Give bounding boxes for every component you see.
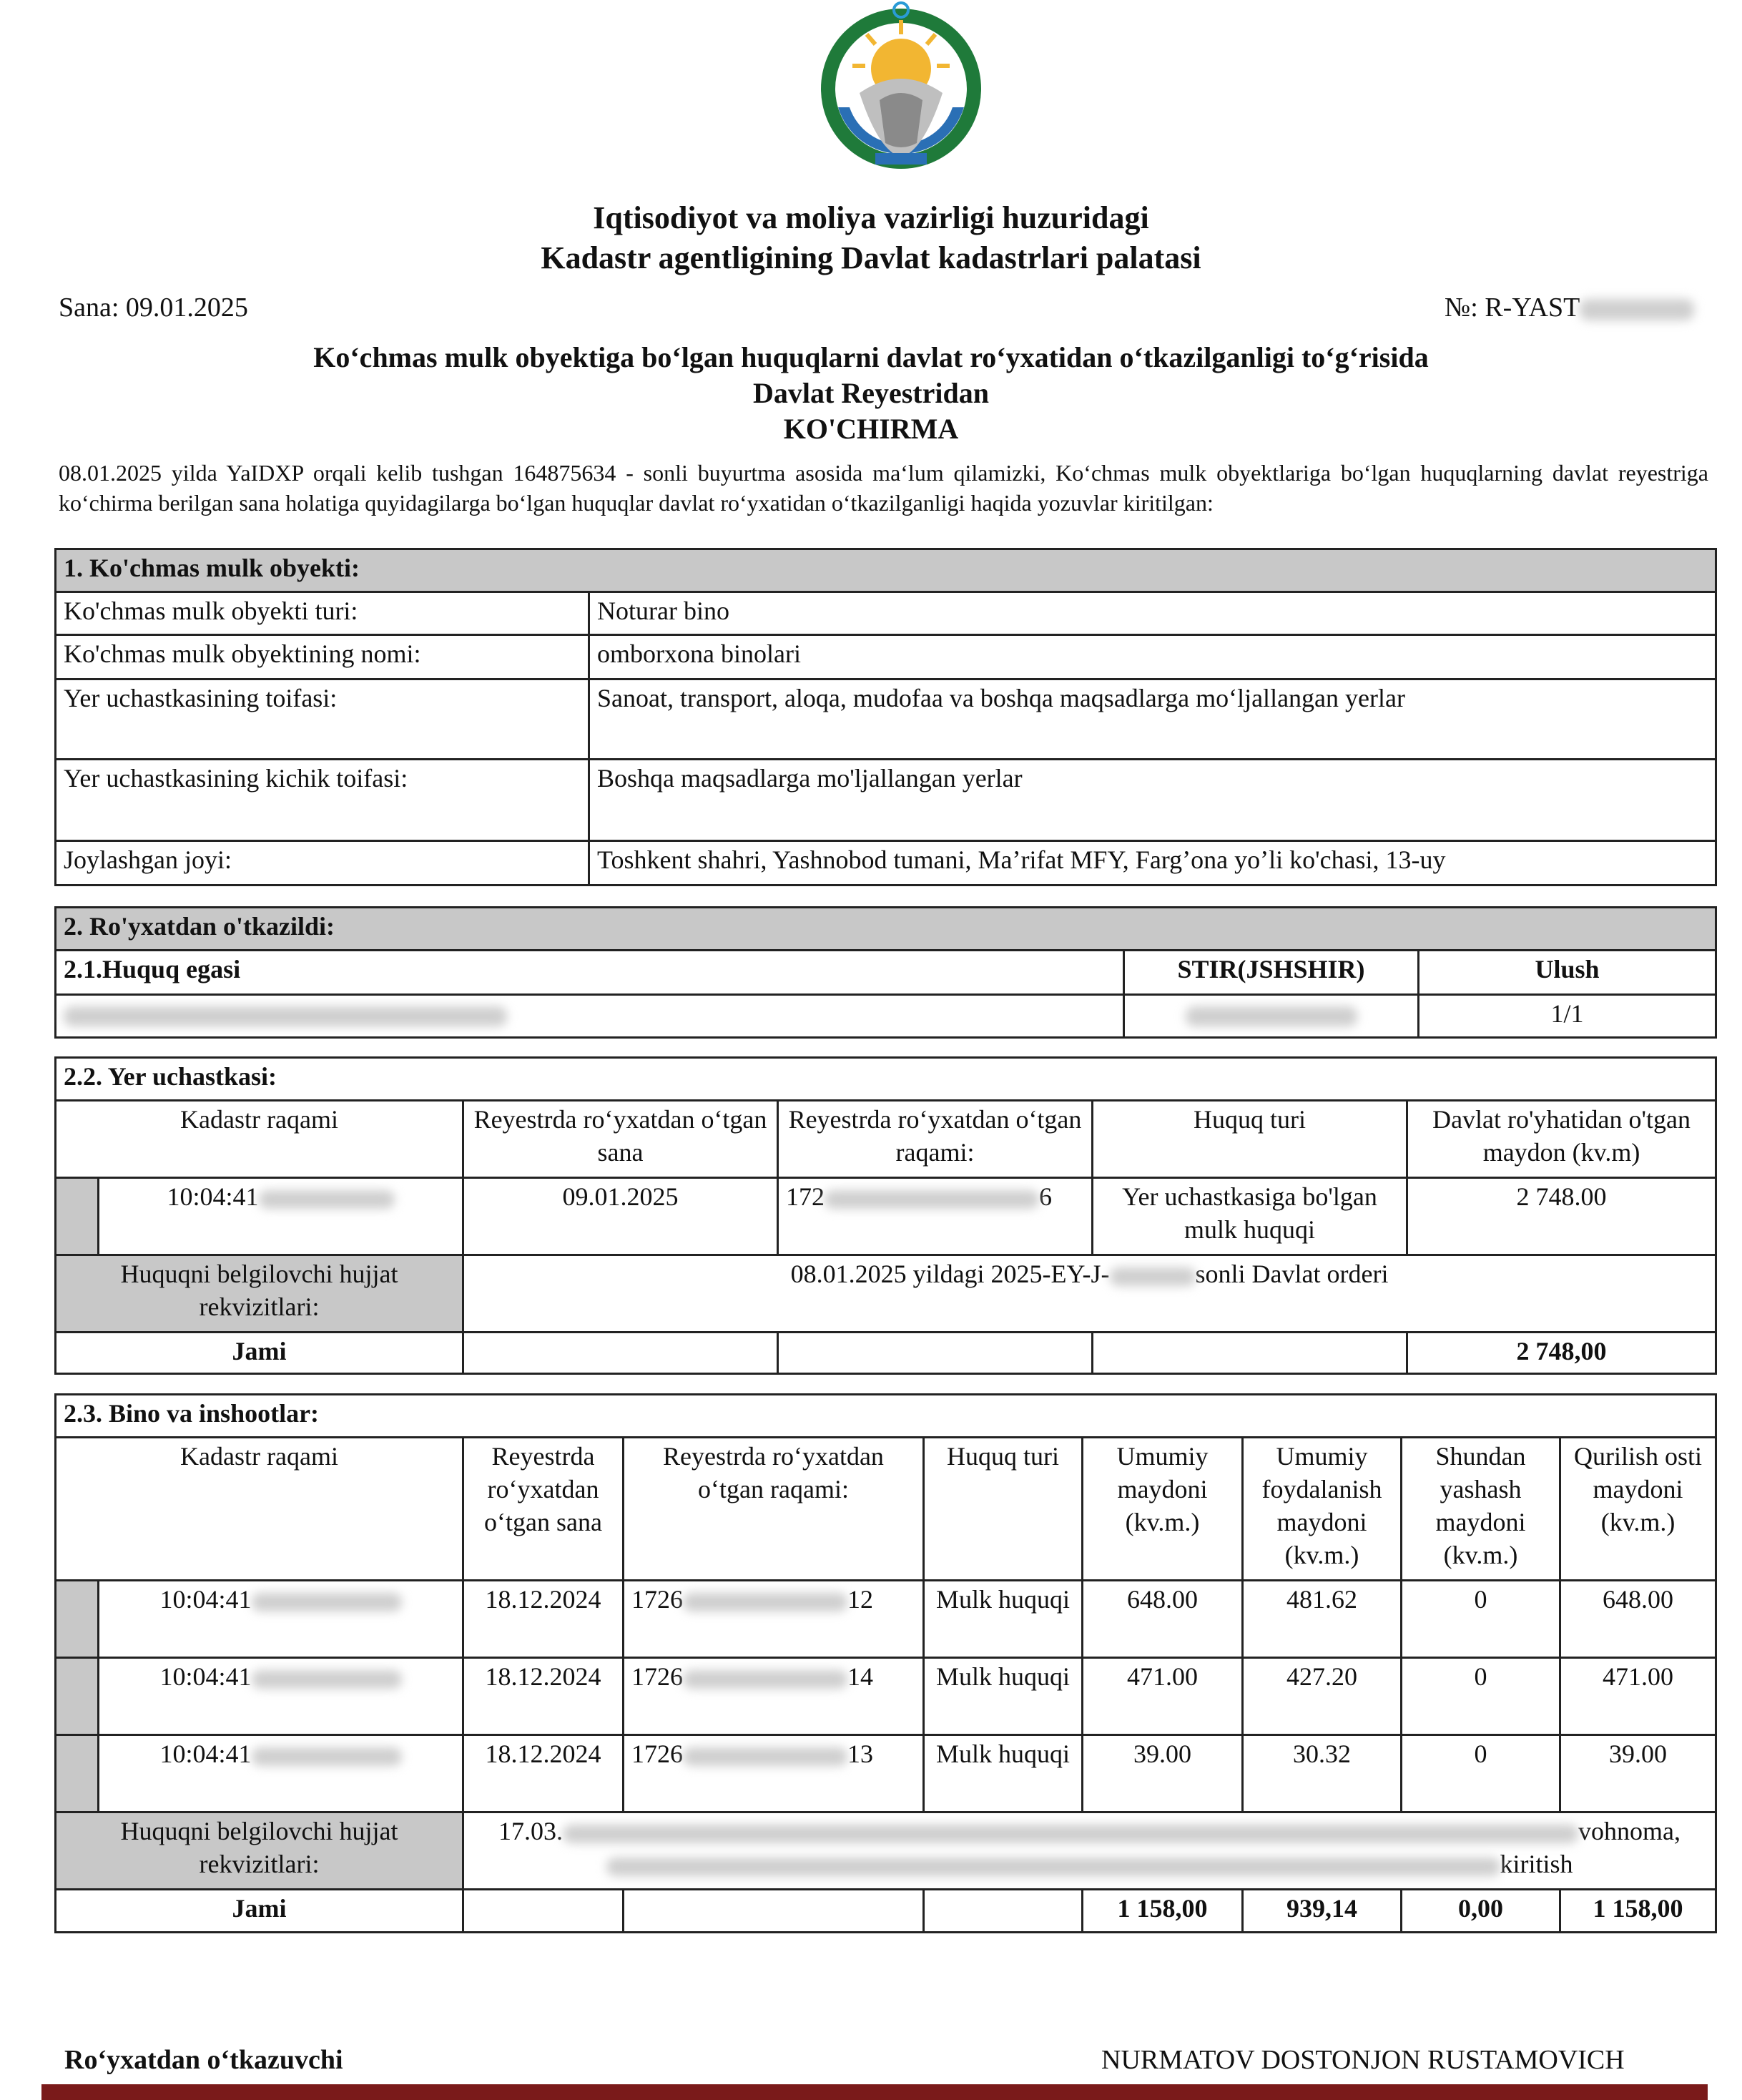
row-label: Ko'chmas mulk obyektining nomi:	[56, 635, 589, 679]
col-reg-number: Reyestrda roʻyxatdan oʻtgan raqami:	[624, 1438, 924, 1581]
empty-cell	[1093, 1333, 1407, 1374]
empty-cell	[924, 1890, 1083, 1933]
redacted-block	[683, 1670, 847, 1689]
reg-number-suffix: 13	[847, 1740, 873, 1768]
state-emblem-icon	[810, 0, 993, 177]
footer-bar	[41, 2084, 1708, 2100]
living-area-value: 0	[1402, 1581, 1560, 1658]
living-area-value: 0	[1402, 1735, 1560, 1812]
kadastr-cell	[99, 1735, 463, 1812]
redacted-block	[1186, 1006, 1357, 1026]
col-common-area: Umumiy foydalanish maydoni (kv.m.)	[1243, 1438, 1402, 1581]
share-value: 1/1	[1419, 995, 1716, 1038]
table-row	[56, 1581, 1716, 1658]
doc-value-cell	[463, 1255, 1716, 1333]
owner-name-cell	[56, 995, 1124, 1038]
section-1-heading-row	[56, 549, 1716, 592]
kadastr-value: 10:04:41	[159, 1740, 252, 1768]
section-22-heading-row	[56, 1058, 1716, 1101]
stir-cell	[1124, 995, 1419, 1038]
col-right-type: Huquq turi	[924, 1438, 1083, 1581]
redacted-block	[1110, 1267, 1196, 1286]
redacted-block	[252, 1747, 402, 1766]
redacted-block	[563, 1825, 1578, 1843]
kadastr-cell	[99, 1658, 463, 1735]
col-kadastr: Kadastr raqami	[56, 1438, 463, 1581]
empty-cell	[463, 1890, 624, 1933]
doc-label: Huquqni belgilovchi hujjat rekvizitlari:	[56, 1812, 463, 1890]
col-total-area: Umumiy maydoni (kv.m.)	[1083, 1438, 1243, 1581]
common-area-sum: 939,14	[1243, 1890, 1402, 1933]
document-title-line-3: KO'CHIRMA	[783, 413, 959, 445]
row-marker	[56, 1178, 99, 1255]
row-marker	[56, 1658, 99, 1735]
table-row	[56, 635, 1716, 679]
doc-line-2-suffix: kiritish	[1500, 1850, 1573, 1878]
common-area-value: 30.32	[1243, 1735, 1402, 1812]
redacted-block	[825, 1190, 1039, 1209]
reg-number-prefix: 172	[786, 1182, 825, 1211]
reg-date-value: 18.12.2024	[463, 1658, 624, 1735]
owner-header-row	[56, 951, 1716, 995]
footprint-area-value: 39.00	[1560, 1735, 1716, 1812]
reg-number-cell	[624, 1581, 924, 1658]
reg-number-suffix: 14	[847, 1662, 873, 1691]
table-row	[56, 841, 1716, 885]
common-area-value: 427.20	[1243, 1658, 1402, 1735]
col-reg-date: Reyestrda roʻyxatdan oʻtgan sana	[463, 1438, 624, 1581]
document-title-line-1: Koʻchmas mulk obyektiga boʻlgan huquqlarni davlat roʻyxatidan oʻtkazilganligi toʻgʻrisida	[313, 341, 1429, 373]
row-value: Boshqa maqsadlarga mo'ljallangan yerlar	[589, 760, 1716, 841]
owner-head: 2.1.Huquq egasi	[56, 951, 1124, 995]
kadastr-cell	[99, 1581, 463, 1658]
document-title-line-2: Davlat Reyestridan	[753, 377, 989, 409]
document-row	[56, 1812, 1716, 1890]
reg-number-prefix: 1726	[631, 1585, 683, 1614]
section-1-heading: 1. Ko'chmas mulk obyekti:	[56, 549, 1716, 592]
registration-number-text: №: R-YAST	[1445, 293, 1580, 323]
col-footprint-area: Qurilish osti maydoni (kv.m.)	[1560, 1438, 1716, 1581]
footprint-area-sum: 1 158,00	[1560, 1890, 1716, 1933]
document-row	[56, 1255, 1716, 1333]
reg-date-value: 18.12.2024	[463, 1581, 624, 1658]
row-value: Noturar bino	[589, 592, 1716, 635]
stir-head: STIR(JSHSHIR)	[1124, 951, 1419, 995]
buildings-table	[54, 1393, 1717, 1933]
reg-date-value: 18.12.2024	[463, 1735, 624, 1812]
row-label: Joylashgan joyi:	[56, 841, 589, 885]
empty-cell	[778, 1333, 1093, 1374]
redacted-block	[683, 1593, 847, 1611]
organization-title	[0, 198, 1742, 278]
redacted-block	[252, 1593, 402, 1611]
doc-line-1	[471, 1815, 1708, 1848]
section-2-heading: 2. Ro'yxatdan o'tkazildi:	[56, 908, 1716, 951]
section-23-heading: 2.3. Bino va inshootlar:	[56, 1395, 1716, 1438]
total-label: Jami	[56, 1890, 463, 1933]
doc-line-1-prefix: 17.03.	[498, 1817, 564, 1845]
reg-number-prefix: 1726	[631, 1662, 683, 1691]
doc-line-2	[471, 1848, 1708, 1880]
footprint-area-value: 471.00	[1560, 1658, 1716, 1735]
doc-prefix: 08.01.2025 yildagi 2025-EY-J-	[790, 1260, 1110, 1288]
intro-paragraph: 08.01.2025 yilda YaIDXP orqali kelib tushgan 164875634 - sonli buyurtma asosida maʻlum qilamizki, Koʻchmas mulk obyektlariga boʻlgan huquqlarning davlat reyestriga koʻchirma berilgan sana holatiga quyidagilarga boʻlgan huquqlar davlat roʻyxatidan oʻtkazilganligi haqida yozuvlar kiritilgan:	[59, 460, 1708, 516]
empty-cell	[463, 1333, 778, 1374]
organization-line-2: Kadastr agentligining Davlat kadastrlari palatasi	[541, 240, 1201, 275]
living-area-value: 0	[1402, 1658, 1560, 1735]
total-row	[56, 1890, 1716, 1933]
redacted-block	[252, 1670, 402, 1689]
col-kadastr: Kadastr raqami	[56, 1101, 463, 1178]
reg-number-cell	[624, 1658, 924, 1735]
total-area-value: 648.00	[1083, 1581, 1243, 1658]
row-label: Ko'chmas mulk obyekti turi:	[56, 592, 589, 635]
total-area-value: 39.00	[1083, 1735, 1243, 1812]
buildings-header-row	[56, 1438, 1716, 1581]
right-type-value: Yer uchastkasiga bo'lgan mulk huquqi	[1093, 1178, 1407, 1255]
section-23-heading-row	[56, 1395, 1716, 1438]
section-2-heading-row	[56, 908, 1716, 951]
document-date: Sana: 09.01.2025	[59, 293, 248, 323]
reg-number-suffix: 6	[1039, 1182, 1052, 1211]
kadastr-cell	[99, 1178, 463, 1255]
row-value: omborxona binolari	[589, 635, 1716, 679]
document-title	[0, 340, 1742, 447]
reg-number-cell	[778, 1178, 1093, 1255]
kadastr-value: 10:04:41	[159, 1585, 252, 1614]
footprint-area-value: 648.00	[1560, 1581, 1716, 1658]
owner-row	[56, 995, 1716, 1038]
living-area-sum: 0,00	[1402, 1890, 1560, 1933]
reg-date-value: 09.01.2025	[463, 1178, 778, 1255]
right-type-value: Mulk huquqi	[924, 1581, 1083, 1658]
row-value: Sanoat, transport, aloqa, mudofaa va boshqa maqsadlarga moʻljallangan yerlar	[589, 679, 1716, 760]
total-row	[56, 1333, 1716, 1374]
table-row	[56, 679, 1716, 760]
col-living-area: Shundan yashash maydoni (kv.m.)	[1402, 1438, 1560, 1581]
land-header-row	[56, 1101, 1716, 1178]
table-row	[56, 760, 1716, 841]
kadastr-value: 10:04:41	[159, 1662, 252, 1691]
redacted-block	[606, 1858, 1500, 1876]
col-reg-number: Reyestrda roʻyxatdan oʻtgan raqami:	[778, 1101, 1093, 1178]
redacted-block	[683, 1747, 847, 1766]
doc-label: Huquqni belgilovchi hujjat rekvizitlari:	[56, 1255, 463, 1333]
share-head: Ulush	[1419, 951, 1716, 995]
total-area-value: 471.00	[1083, 1658, 1243, 1735]
doc-suffix: sonli Davlat orderi	[1195, 1260, 1389, 1288]
col-reg-date: Reyestrda roʻyxatdan oʻtgan sana	[463, 1101, 778, 1178]
registrar-label: Roʻyxatdan oʻtkazuvchi	[64, 2045, 343, 2075]
owner-table	[54, 906, 1717, 1039]
property-object-table	[54, 548, 1717, 886]
total-area-sum: 1 158,00	[1083, 1890, 1243, 1933]
row-marker	[56, 1581, 99, 1658]
land-plot-table	[54, 1056, 1717, 1375]
col-area: Davlat ro'yhatidan o'tgan maydon (kv.m)	[1407, 1101, 1716, 1178]
reg-number-prefix: 1726	[631, 1740, 683, 1768]
right-type-value: Mulk huquqi	[924, 1658, 1083, 1735]
table-row	[56, 1178, 1716, 1255]
kadastr-value: 10:04:41	[167, 1182, 259, 1211]
col-right-type: Huquq turi	[1093, 1101, 1407, 1178]
row-value: Toshkent shahri, Yashnobod tumani, Maʼrifat MFY, Fargʼona yoʼli ko'chasi, 13-uy	[589, 841, 1716, 885]
section-22-heading: 2.2. Yer uchastkasi:	[56, 1058, 1716, 1101]
doc-value-cell	[463, 1812, 1716, 1890]
total-label: Jami	[56, 1333, 463, 1374]
row-marker	[56, 1735, 99, 1812]
reg-number-suffix: 12	[847, 1585, 873, 1614]
reg-number-cell	[624, 1735, 924, 1812]
redacted-block	[64, 1006, 507, 1026]
table-row	[56, 1735, 1716, 1812]
redacted-block	[259, 1190, 395, 1209]
area-value: 2 748.00	[1407, 1178, 1716, 1255]
table-row	[56, 592, 1716, 635]
table-row	[56, 1658, 1716, 1735]
organization-line-1: Iqtisodiyot va moliya vazirligi huzuridagi	[593, 200, 1149, 235]
row-label: Yer uchastkasining kichik toifasi:	[56, 760, 589, 841]
empty-cell	[624, 1890, 924, 1933]
common-area-value: 481.62	[1243, 1581, 1402, 1658]
registrar-name: NURMATOV DOSTONJON RUSTAMOVICH	[1101, 2045, 1625, 2075]
row-label: Yer uchastkasining toifasi:	[56, 679, 589, 760]
total-value: 2 748,00	[1407, 1333, 1716, 1374]
registration-number	[1445, 292, 1694, 323]
doc-line-1-suffix: vohnoma,	[1578, 1817, 1681, 1845]
redacted-block	[1580, 299, 1694, 320]
right-type-value: Mulk huquqi	[924, 1735, 1083, 1812]
